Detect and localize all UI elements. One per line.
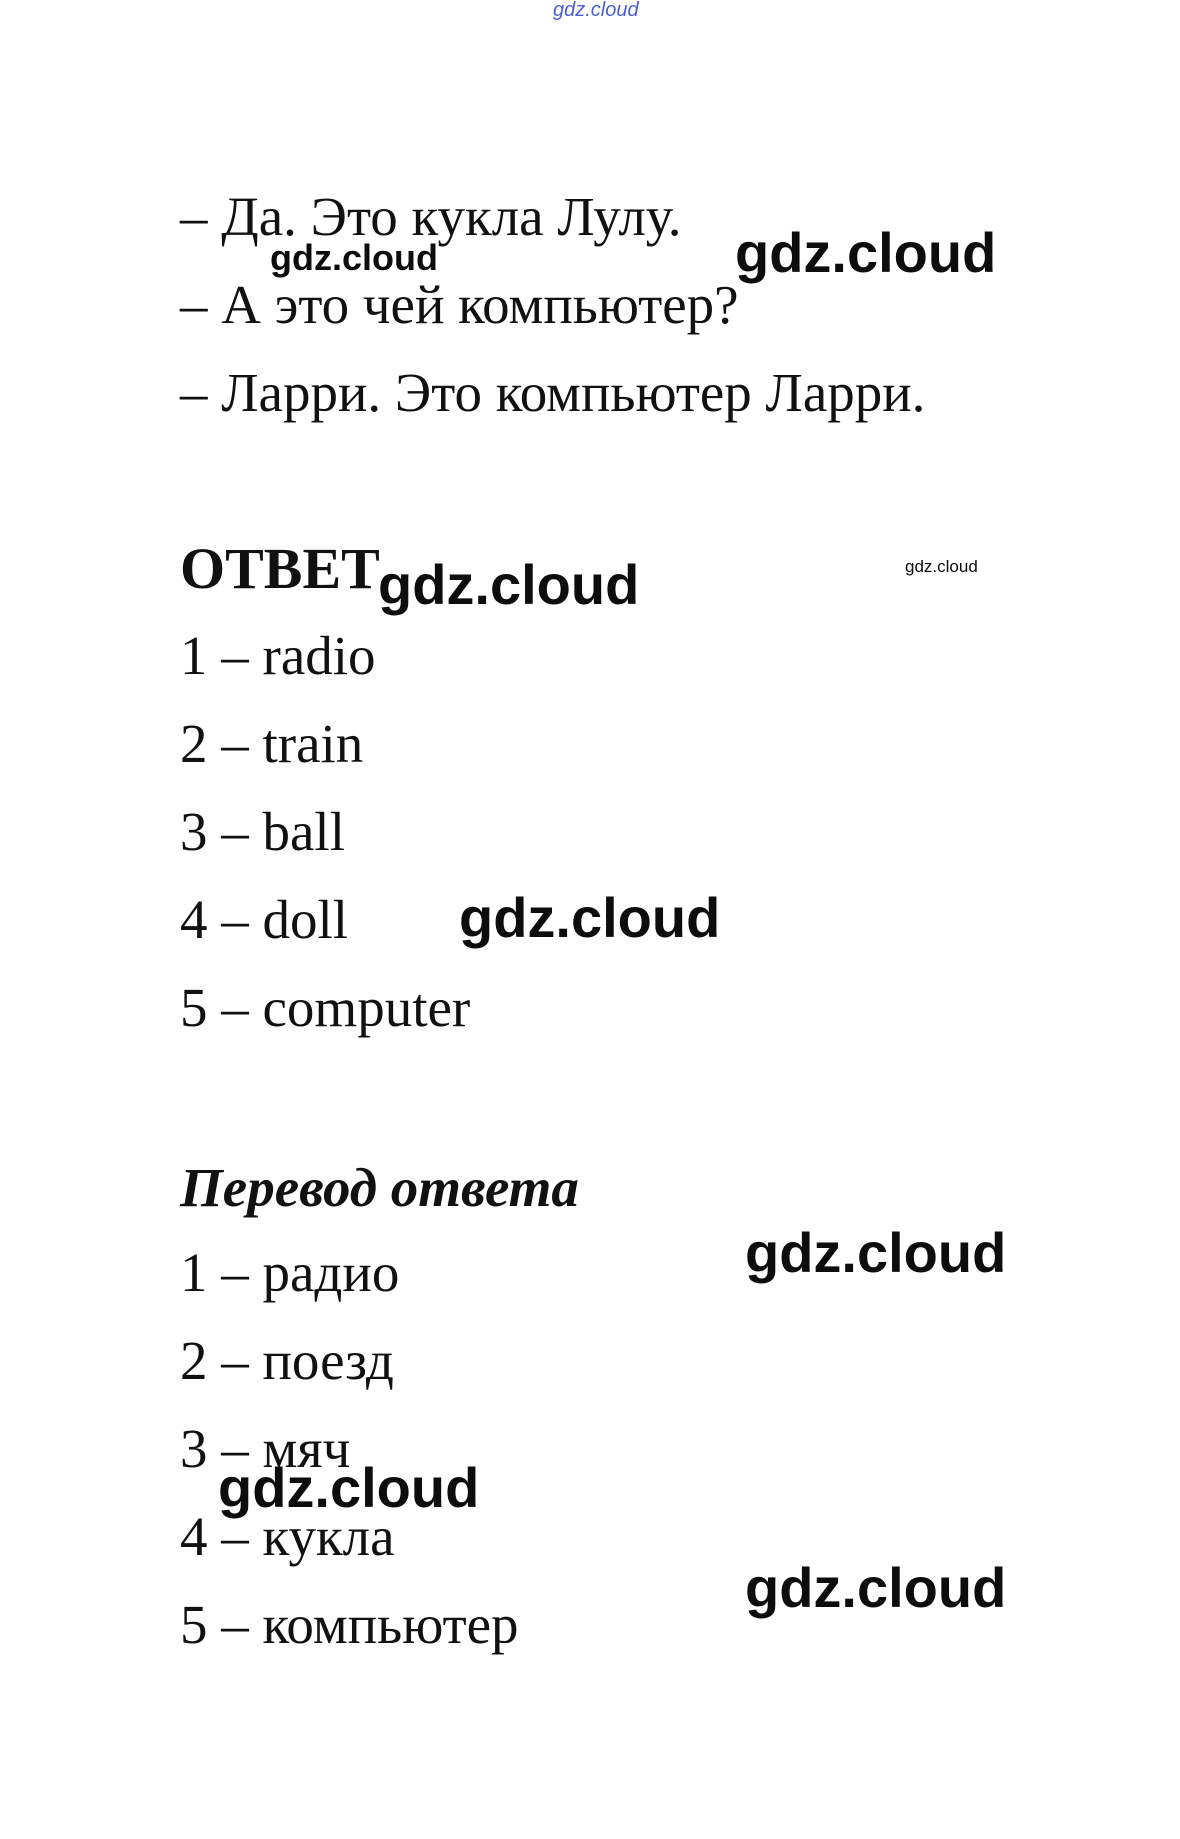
dialogue-line-1: – Да. Это кукла Лулу. bbox=[180, 186, 682, 247]
dialogue-line-2: – А это чей компьютер? bbox=[180, 274, 739, 335]
answer-heading: ОТВЕТ bbox=[180, 536, 380, 601]
watermark-8: gdz.cloud bbox=[745, 1556, 1007, 1619]
answer-item-5: 5 – computer bbox=[180, 977, 471, 1038]
dialogue-line-3: – Ларри. Это компьютер Ларри. bbox=[180, 362, 926, 423]
watermark-7: gdz.cloud bbox=[218, 1456, 480, 1519]
answer-item-2: 2 – train bbox=[180, 713, 364, 774]
translation-item-3: 3 – мяч bbox=[180, 1418, 351, 1479]
translation-item-4: 4 – кукла bbox=[180, 1506, 395, 1567]
watermark-6: gdz.cloud bbox=[745, 1221, 1007, 1284]
watermark-1: gdz.cloud bbox=[270, 237, 438, 278]
translation-item-5: 5 – компьютер bbox=[180, 1594, 519, 1655]
watermark-3: gdz.cloud bbox=[378, 553, 640, 616]
watermark-top: gdz.cloud bbox=[553, 0, 639, 21]
translation-item-1: 1 – радио bbox=[180, 1242, 400, 1303]
answer-item-3: 3 – ball bbox=[180, 801, 345, 862]
translation-heading: Перевод ответа bbox=[180, 1157, 579, 1218]
answer-item-4: 4 – doll bbox=[180, 889, 349, 950]
watermark-4: gdz.cloud bbox=[905, 557, 978, 576]
watermark-2: gdz.cloud bbox=[735, 221, 997, 284]
answer-item-1: 1 – radio bbox=[180, 625, 376, 686]
translation-item-2: 2 – поезд bbox=[180, 1330, 394, 1391]
watermark-5: gdz.cloud bbox=[459, 886, 721, 949]
